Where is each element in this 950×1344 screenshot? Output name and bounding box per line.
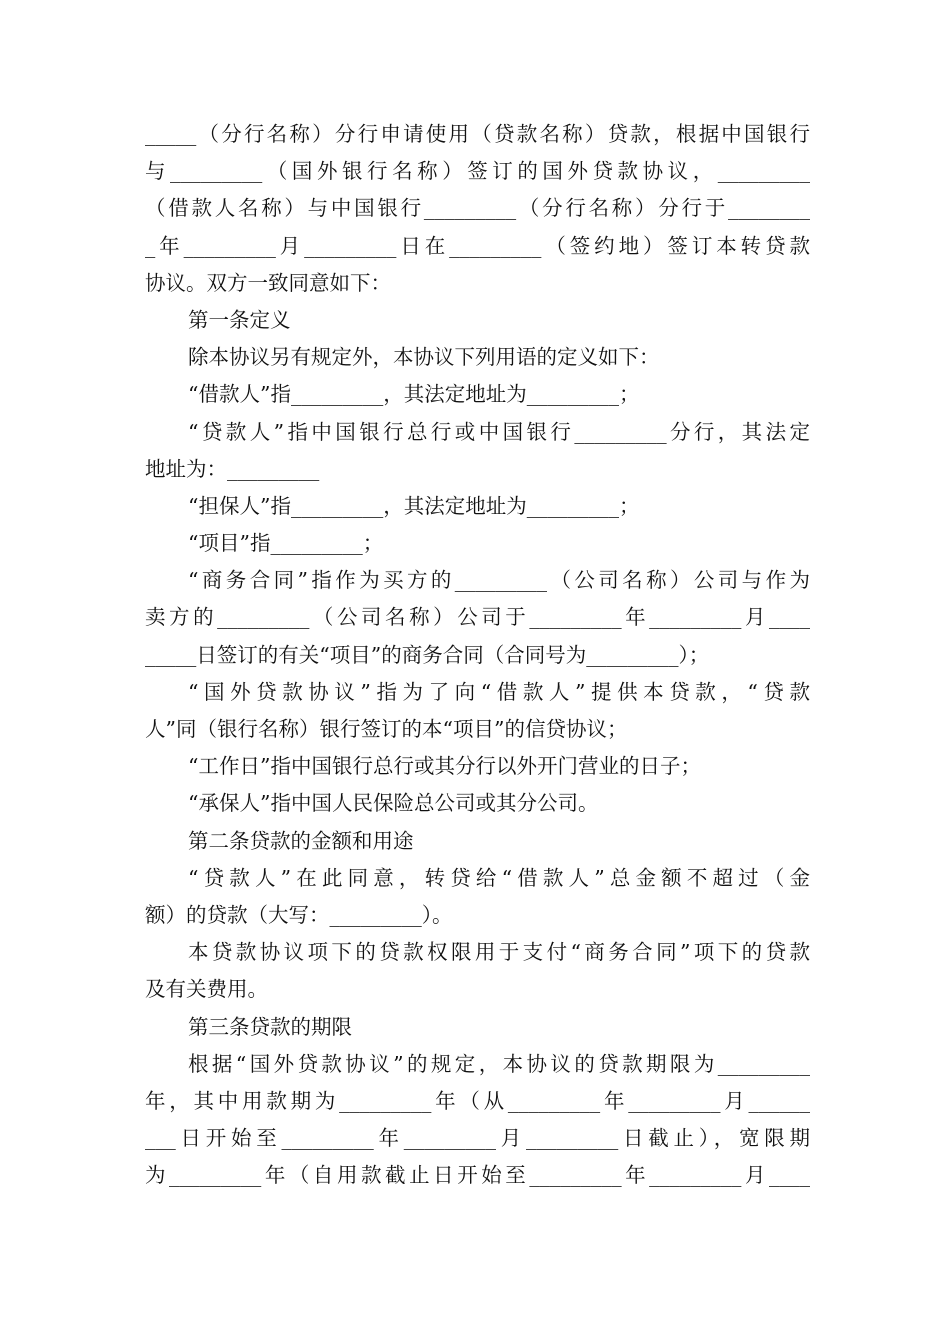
- contract-body: [145, 116, 810, 1194]
- text-line: “承保人”指中国人民保险总公司或其分公司。: [188, 791, 599, 816]
- text-line: _____日签订的有关“项目”的商务合同（合同号为_________）；: [145, 642, 710, 667]
- text-line: 与_________（国外银行名称）签订的国外贷款协议，_________: [145, 159, 810, 184]
- text-line: 第一条定义: [188, 307, 291, 332]
- text-line: “项目”指_________；: [188, 531, 384, 556]
- text-line: _年_________月_________日在_________（签约地）签订本转贷款: [145, 233, 810, 258]
- text-line: 第二条贷款的金额和用途: [188, 828, 414, 853]
- text-line: 除本协议另有规定外，本协议下列用语的定义如下：: [188, 345, 660, 370]
- text-line: 为_________年（自用款截止日开始至_________年_________月____: [145, 1163, 810, 1188]
- text-line: “工作日”指中国银行总行或其分行以外开门营业的日子；: [188, 754, 701, 779]
- text-line: ___日开始至_________年_________月_________日截止），宽限期: [145, 1126, 810, 1151]
- text-line: “贷款人”在此同意，转贷给“借款人”总金额不超过（金: [188, 865, 810, 890]
- text-line: 及有关费用。: [145, 977, 268, 1002]
- text-line: “担保人”指_________，其法定地址为_________；: [188, 493, 640, 518]
- text-line: “借款人”指_________，其法定地址为_________；: [188, 382, 640, 407]
- text-line: 人”同（银行名称）银行签订的本“项目”的信贷协议；: [145, 717, 628, 741]
- text-line: 第三条贷款的期限: [188, 1014, 352, 1039]
- text-line: 地址为：_________: [145, 456, 320, 481]
- text-line: 卖方的_________（公司名称）公司于_________年_________月____: [145, 605, 810, 630]
- text-line: 年，其中用款期为_________年（从_________年_________月______: [145, 1088, 810, 1113]
- text-line: 额）的贷款（大写：_________）。: [145, 902, 453, 927]
- text-line: “国外贷款协议”指为了向“借款人”提供本贷款，“贷款: [188, 679, 810, 704]
- text-line: “贷款人”指中国银行总行或中国银行_________分行，其法定: [188, 419, 810, 444]
- text-line: （借款人名称）与中国银行_________（分行名称）分行于________: [145, 196, 810, 221]
- text-line: 协议。双方一致同意如下：: [145, 270, 391, 295]
- text-line: 本贷款协议项下的贷款权限用于支付“商务合同”项下的贷款: [188, 940, 810, 965]
- text-line: _____（分行名称）分行申请使用（贷款名称）贷款，根据中国银行: [145, 122, 810, 146]
- text-line: “商务合同”指作为买方的_________（公司名称）公司与作为: [188, 568, 810, 593]
- text-line: 根据“国外贷款协议”的规定，本协议的贷款期限为_________: [188, 1051, 810, 1076]
